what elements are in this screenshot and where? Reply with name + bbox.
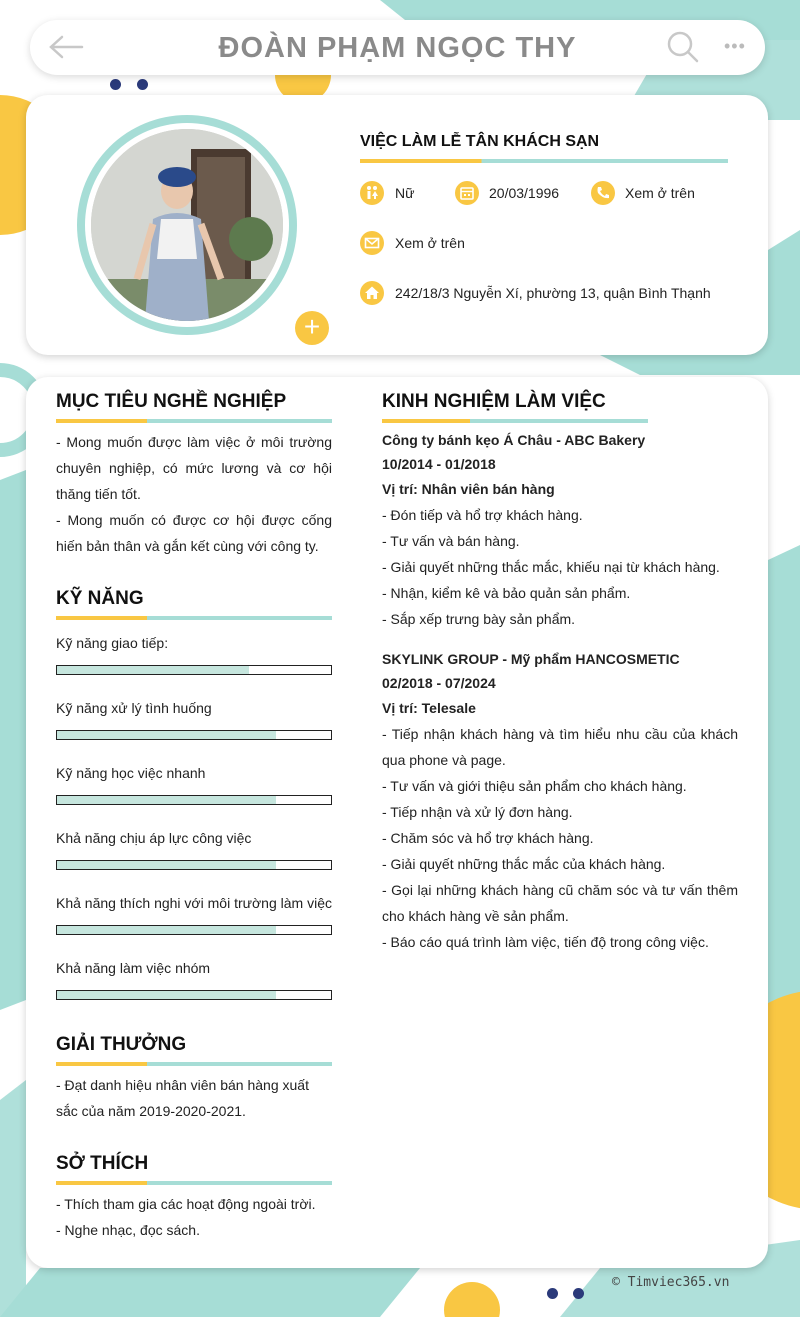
decor-dot: [547, 1288, 558, 1299]
objective-heading: MỤC TIÊU NGHỀ NGHIỆP: [56, 391, 287, 412]
skill-bar: [56, 730, 332, 740]
job-duty: - Giải quyết những thắc mắc của khách hàng.: [382, 856, 666, 872]
skill-label: Kỹ năng giao tiếp:: [56, 635, 169, 651]
skill-bar-fill: [57, 926, 276, 934]
address-value: 242/18/3 Nguyễn Xí, phường 13, quận Bình Thạnh: [395, 285, 711, 301]
skill-bar: [56, 665, 332, 675]
mail-icon: [360, 231, 384, 255]
phone-value: Xem ở trên: [625, 185, 695, 201]
skill-bar-fill: [57, 666, 249, 674]
content-card: [26, 377, 768, 1268]
job-period: 02/2018 - 07/2024: [382, 675, 496, 691]
top-bar: [30, 20, 765, 75]
job-position: Vị trí: Nhân viên bán hàng: [382, 481, 555, 497]
profile-photo: [91, 129, 283, 321]
gender-value: Nữ: [395, 185, 415, 201]
decor-dot: [110, 79, 121, 90]
hobbies-heading: SỞ THÍCH: [56, 1153, 149, 1174]
job-duty: - Tiếp nhận và xử lý đơn hàng.: [382, 804, 573, 820]
gender-icon: [360, 181, 384, 205]
skill-bar: [56, 860, 332, 870]
skills-heading: KỸ NĂNG: [56, 588, 144, 609]
job-duty: - Gọi lại những khách hàng cũ chăm sóc và tư vấn thêm cho khách hàng về sản phẩm.: [382, 882, 738, 924]
skill-bar: [56, 795, 332, 805]
phone-icon: [591, 181, 615, 205]
skill-bar-fill: [57, 731, 276, 739]
skills-underline: [56, 616, 332, 620]
hobby-line: - Nghe nhạc, đọc sách.: [56, 1222, 200, 1238]
search-icon[interactable]: [666, 30, 700, 64]
objective-underline: [56, 419, 332, 423]
email-value: Xem ở trên: [395, 235, 465, 251]
experience-job-1: [382, 428, 738, 632]
decor-dot: [137, 79, 148, 90]
skill-bar-fill: [57, 796, 276, 804]
skill-label: Khả năng làm việc nhóm: [56, 960, 211, 976]
job-duty: - Tư vấn và giới thiệu sản phẩm cho khách hàng.: [382, 778, 687, 794]
job-position: Vị trí: Telesale: [382, 700, 476, 716]
objective-line: - Mong muốn được làm việc ở môi trường chuyên nghiệp, có mức lương và cơ hội thăng tiến tốt.: [56, 434, 332, 502]
hobby-line: - Thích tham gia các hoạt động ngoài trời.: [56, 1196, 316, 1212]
job-duty: - Sắp xếp trưng bày sản phẩm.: [382, 611, 576, 627]
decor-dot: [573, 1288, 584, 1299]
awards-heading: GIẢI THƯỞNG: [56, 1034, 187, 1055]
job-duty: - Giải quyết những thắc mắc, khiếu nại từ khách hàng.: [382, 559, 720, 575]
job-period: 10/2014 - 01/2018: [382, 456, 496, 472]
skill-label: Kỹ năng học việc nhanh: [56, 765, 206, 781]
job-company: Công ty bánh kẹo Á Châu - ABC Bakery: [382, 432, 646, 448]
profile-card: [26, 95, 768, 355]
skill-bar: [56, 925, 332, 935]
job-title-underline: [360, 159, 728, 163]
job-duty: - Tiếp nhận khách hàng và tìm hiểu nhu cầu của khách qua phone và page.: [382, 726, 738, 768]
job-company: SKYLINK GROUP - Mỹ phẩm HANCOSMETIC: [382, 651, 680, 667]
page-title: ĐOÀN PHẠM NGỌC THY: [218, 32, 577, 64]
objective-line: - Mong muốn có được cơ hội được cống hiến bản thân và gắn kết cùng với công ty.: [56, 512, 332, 554]
home-icon: [360, 281, 384, 305]
job-duty: - Tư vấn và bán hàng.: [382, 533, 520, 549]
job-title: VIỆC LÀM LỄ TÂN KHÁCH SẠN: [360, 133, 600, 150]
add-icon[interactable]: +: [295, 311, 329, 345]
objective-text: [56, 429, 332, 559]
hobbies-text: [56, 1191, 332, 1243]
job-duty: - Đón tiếp và hổ trợ khách hàng.: [382, 507, 583, 523]
job-duty: - Chăm sóc và hổ trợ khách hàng.: [382, 830, 594, 846]
skill-bar: [56, 990, 332, 1000]
skill-bar-fill: [57, 991, 276, 999]
skill-label: Khả năng thích nghi với môi trường làm việc: [56, 895, 332, 911]
experience-underline: [382, 419, 648, 423]
copyright: © Timviec365.vn: [612, 1275, 730, 1290]
job-duty: - Báo cáo quá trình làm việc, tiến độ trong công việc.: [382, 934, 709, 950]
hobbies-underline: [56, 1181, 332, 1185]
skill-label: Kỹ năng xử lý tình huống: [56, 700, 212, 716]
job-duty: - Nhận, kiểm kê và bảo quản sản phẩm.: [382, 585, 631, 601]
avatar: [77, 115, 321, 342]
skill-bar-fill: [57, 861, 276, 869]
calendar-icon: [455, 181, 479, 205]
awards-underline: [56, 1062, 332, 1066]
more-icon[interactable]: •••: [724, 36, 746, 56]
experience-job-2: [382, 647, 738, 955]
awards-text: - Đạt danh hiệu nhân viên bán hàng xuất sắc của năm 2019-2020-2021.: [56, 1077, 309, 1119]
birthdate-value: 20/03/1996: [489, 185, 560, 201]
skill-label: Khả năng chịu áp lực công việc: [56, 830, 252, 846]
experience-heading: KINH NGHIỆM LÀM VIỆC: [382, 391, 606, 412]
